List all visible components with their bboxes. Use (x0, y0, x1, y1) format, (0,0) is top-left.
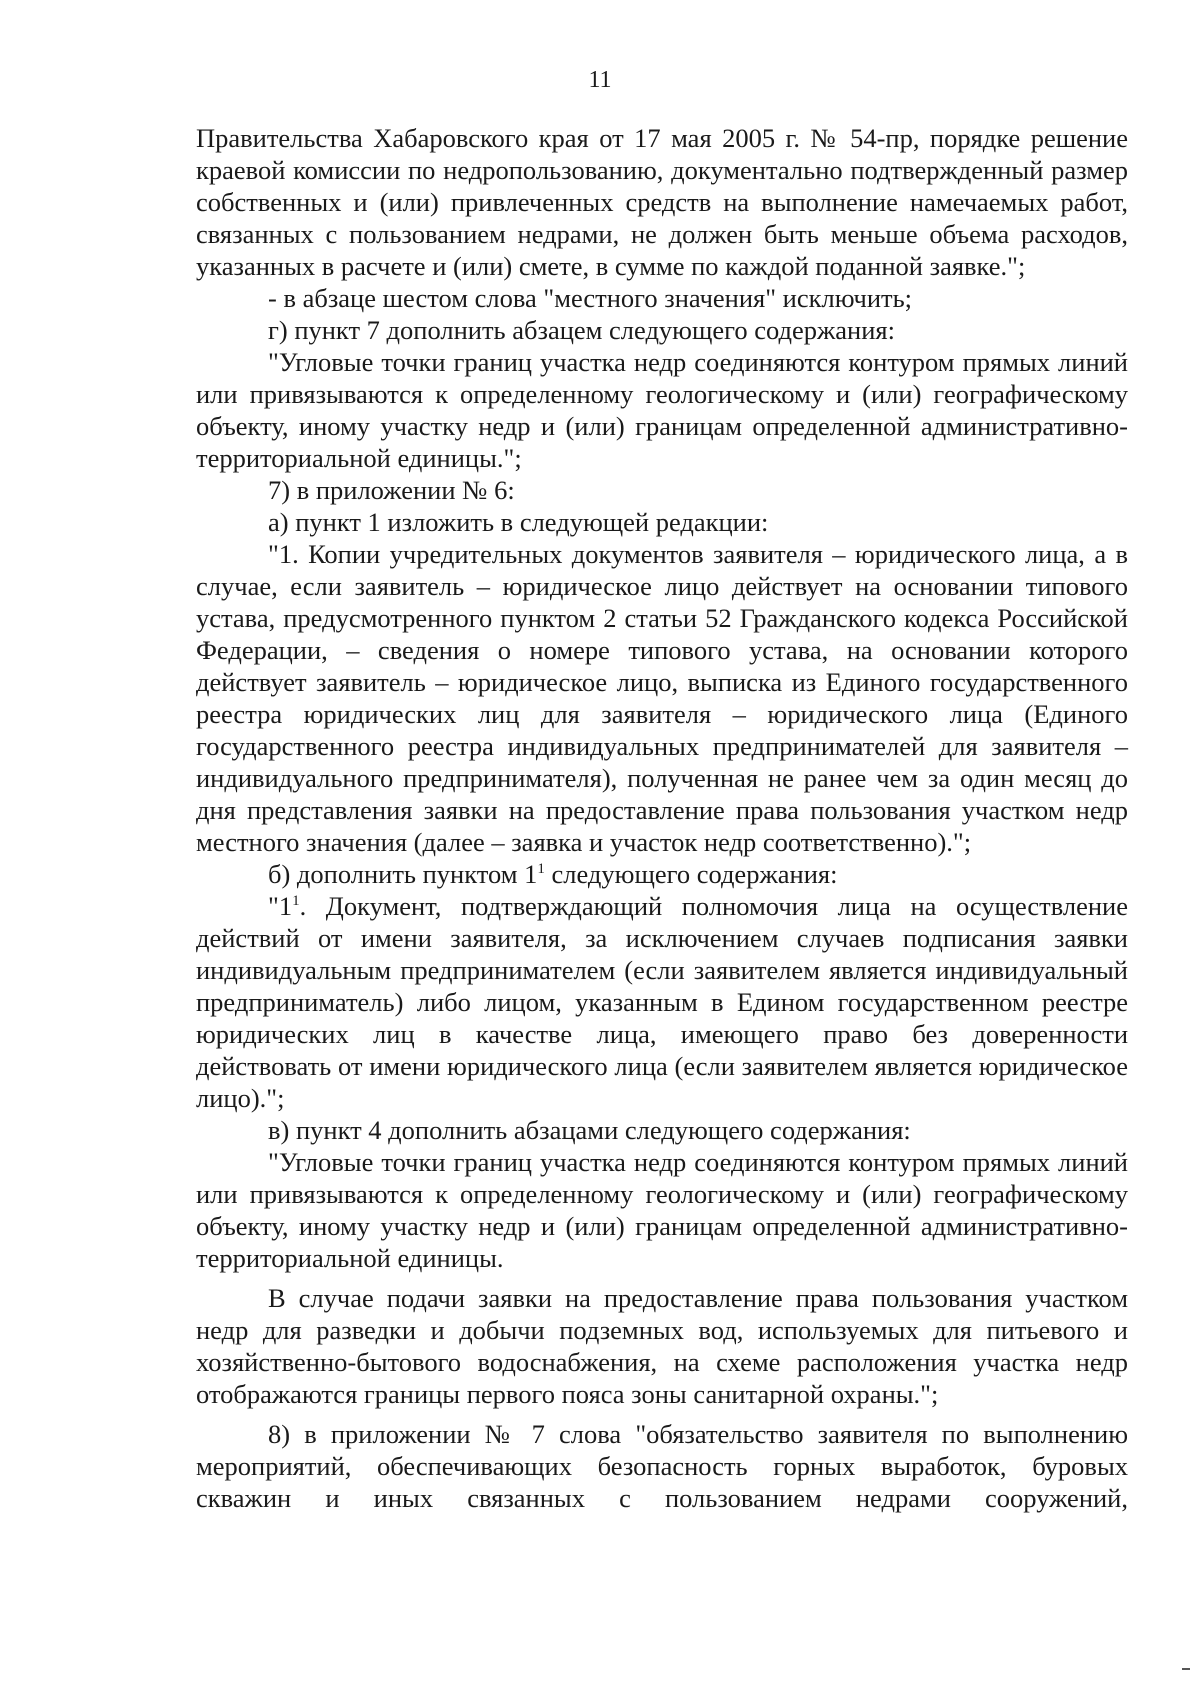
document-body (196, 122, 1128, 1514)
paragraph-appendix-7: 8) в приложении № 7 слова "обязательство заявителя по выполнению мероприятий, обеспечивающих безопасность горных выработок, буровых скважин и иных связанных с пользованием недрами сооружений, (196, 1419, 1128, 1513)
paragraph-amendment-exclude: - в абзаце шестом слова "местного значения" исключить; (268, 283, 913, 313)
paragraph-continuation: Правительства Хабаровского края от 17 мая 2005 г. № 54-пр, порядке решение краевой комиссии по недропользованию, документально подтвержденный размер собственных и (или) привлеченных средств на выполнение намечаемых работ, связанных с пользованием недрами, не должен быть меньше объема расходов, указанных в расчете и (или) смете, в сумме по каждой поданной заявке."; (196, 123, 1128, 281)
paragraph-item-b (196, 858, 1128, 890)
page-number: 11 (588, 67, 612, 93)
scan-edge-mark (1182, 1668, 1190, 1670)
paragraph-authority-document (196, 890, 1128, 1114)
paragraph-item-a: а) пункт 1 изложить в следующей редакции: (268, 507, 769, 537)
paragraph-groundwater: В случае подачи заявки на предоставление права пользования участком недр для разведки и добычи подземных вод, используемых для питьевого и хозяйственно-бытового водоснабжения, на схеме расположения участка недр отображаются границы первого пояса зоны санитарной охраны."; (196, 1283, 1128, 1409)
paragraph-corner-points-2: "Угловые точки границ участка недр соединяются контуром прямых линий или привязываются к определенному геологическому и (или) географическому объекту, иному участку недр и (или) границам определенной административно-территориальной единицы. (196, 1147, 1128, 1273)
paragraph-item-v: в) пункт 4 дополнить абзацами следующего содержания: (268, 1115, 911, 1145)
superscript-number: 1 (537, 861, 545, 878)
paragraph-appendix-6: 7) в приложении № 6: (268, 475, 515, 505)
superscript-number: 1 (292, 893, 300, 910)
paragraph-founding-documents: "1. Копии учредительных документов заявителя – юридического лица, а в случае, если заявитель – юридическое лицо действует на основании типового устава, предусмотренного пунктом 2 статьи 52 Гражданского кодекса Российской Федерации, – сведения о номере типового устава, на основании которого действует заявитель – юридическое лицо, выписка из Единого государственного реестра юридических лиц для заявителя – юридического лица (Единого государственного реестра индивидуальных предпринимателей для заявителя – индивидуального предпринимателя), полученная не ранее чем за один месяц до дня представления заявки на предоставление права пользования участком недр местного значения (далее – заявка и участок недр соответственно)."; (196, 539, 1128, 857)
paragraph-item-b-text-start: б) дополнить пунктом 1 (268, 859, 538, 889)
paragraph-item-b-text-end: следующего содержания: (544, 859, 838, 889)
paragraph-authority-document-text: . Документ, подтверждающий полномочия лица на осуществление действий от имени заявителя, за исключением случаев подписания заявки индивидуальным предпринимателем (если заявителем является индивидуальный предприниматель) либо лицом, указанным в Едином государственном реестре юридических лиц в качестве лица, имеющего право без доверенности действовать от имени юридического лица (если заявителем является юридическое лицо)."; (196, 891, 1128, 1113)
paragraph-item-g: г) пункт 7 дополнить абзацем следующего содержания: (268, 315, 895, 345)
paragraph-corner-points-1: "Угловые точки границ участка недр соединяются контуром прямых линий или привязываются к определенному геологическому и (или) географическому объекту, иному участку недр и (или) границам определенной административно-территориальной единицы."; (196, 347, 1128, 473)
paragraph-authority-document-start: "1 (268, 891, 293, 921)
